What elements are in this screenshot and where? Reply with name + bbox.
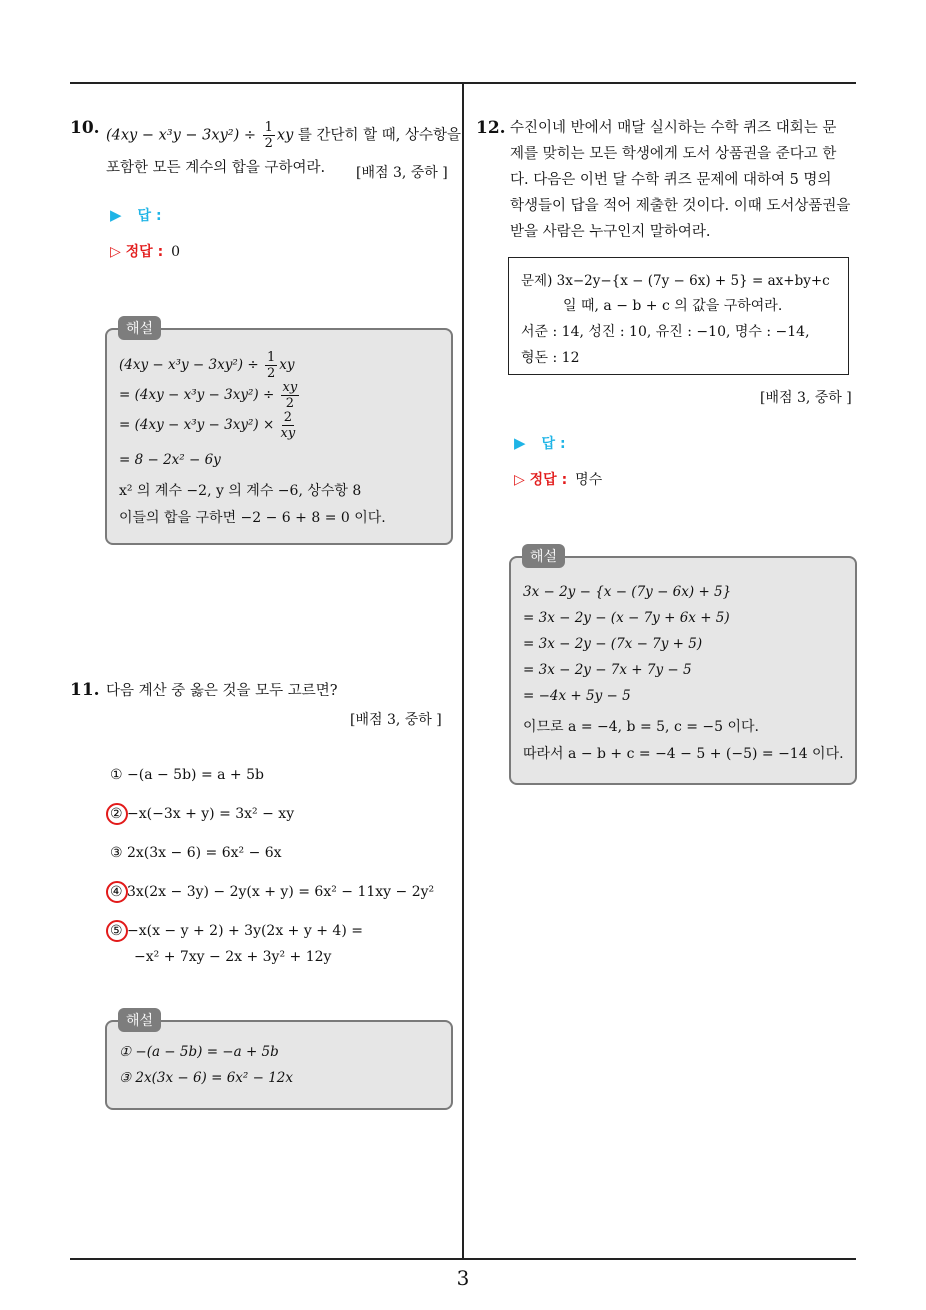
q12-line: 학생들이 답을 적어 제출한 것이다. 이때 도서상품권을 xyxy=(510,198,851,214)
q12-solution-value: 명수 xyxy=(575,472,603,488)
q10-fraction: $\frac{1}{2}$ xyxy=(264,120,273,151)
q11-option-1[interactable]: ① −(a − 5b) = a + 5b xyxy=(110,767,264,783)
q10-explanation-box xyxy=(105,328,453,545)
q10-question: (4xy − x³y − 3xy²) ÷ $\frac{1}{2}$ xy 를 간단히 할 때, 상수항을 포함한 모든 계수의 합을 구하여라. xyxy=(106,120,461,176)
column-divider xyxy=(462,83,464,1259)
q11-option-5[interactable]: ⑤ −x(x − y + 2) + 3y(2x + y + 4) = xyxy=(110,923,363,939)
explain-line: 따라서 a − b + c = −4 − 5 + (−5) = −14 이다. xyxy=(523,746,844,762)
explain-line: = 3x − 2y − 7x + 7y − 5 xyxy=(523,662,692,678)
explain-line: 이므로 a = −4, b = 5, c = −5 이다. xyxy=(523,719,759,735)
page-number: 3 xyxy=(456,1266,470,1290)
q11-option-5-cont: −x² + 7xy − 2x + 3y² + 12y xyxy=(134,949,332,965)
q12-problem-box xyxy=(508,257,849,375)
q10-text-1: 를 간단히 할 때, 상수항을 xyxy=(293,127,461,144)
q12-line: 받을 사람은 누구인지 말하여라. xyxy=(510,224,711,240)
explain-line: = 3x − 2y − (x − 7y + 6x + 5) xyxy=(523,610,730,626)
q10-score: [배점 3, 중하 ] xyxy=(356,165,448,181)
q11-question: 다음 계산 중 옳은 것을 모두 고르면? xyxy=(106,683,338,699)
q10-explain-tag: 해설 xyxy=(118,316,161,340)
q12-number: 12. xyxy=(476,118,506,138)
explain-line: = −4x + 5y − 5 xyxy=(523,688,631,704)
q12-solution: ▷ 정답 : 명수 xyxy=(514,472,603,488)
q12-explain-tag: 해설 xyxy=(522,544,565,568)
q10-answer-label[interactable]: ▶ 답 : xyxy=(110,206,162,224)
explain-line: = 3x − 2y − (7x − 7y + 5) xyxy=(523,636,703,652)
q12-answer-label[interactable]: ▶ 답 : xyxy=(514,434,566,452)
q10-solution-value: 0 xyxy=(171,244,181,260)
q11-explain-tag: 해설 xyxy=(118,1008,161,1032)
outline-triangle-icon: ▷ xyxy=(514,472,530,488)
explain-line: 이들의 합을 구하면 −2 − 6 + 8 = 0 이다. xyxy=(119,510,386,526)
q12-box-line: 형돈 : 12 xyxy=(521,350,580,366)
q10-solution: ▷ 정답 : 0 xyxy=(110,244,181,260)
explain-line: x² 의 계수 −2, y 의 계수 −6, 상수항 8 xyxy=(119,483,362,499)
play-icon: ▶ xyxy=(514,434,526,452)
q11-score: [배점 3, 중하 ] xyxy=(350,712,442,728)
explain-line: ③ 2x(3x − 6) = 6x² − 12x xyxy=(119,1070,294,1086)
q11-option-2[interactable]: ② −x(−3x + y) = 3x² − xy xyxy=(110,806,295,822)
outline-triangle-icon: ▷ xyxy=(110,244,126,260)
explain-line: 3x − 2y − {x − (7y − 6x) + 5} xyxy=(523,584,732,600)
q12-box-line: 문제) 3x−2y−{x − (7y − 6x) + 5} = ax+by+c xyxy=(521,273,830,289)
q11-number: 11. xyxy=(70,680,100,700)
q10-expr: (4xy − x³y − 3xy²) ÷ xyxy=(106,127,256,144)
q11-option-4[interactable]: ④ 3x(2x − 3y) − 2y(x + y) = 6x² − 11xy − 2y² xyxy=(110,884,435,900)
selected-circle-icon xyxy=(106,803,128,825)
explain-line: = 8 − 2x² − 6y xyxy=(119,452,221,468)
explain-line: ① −(a − 5b) = −a + 5b xyxy=(119,1044,279,1060)
q12-score: [배점 3, 중하 ] xyxy=(760,390,852,406)
explain-line: = (4xy − x³y − 3xy²) ÷ $\frac{xy}{2}$ xyxy=(119,380,298,411)
q12-explanation-box xyxy=(509,556,857,785)
q12-box-line: 일 때, a − b + c 의 값을 구하여라. xyxy=(563,298,783,314)
q10-text-2: 포함한 모든 계수의 합을 구하여라. xyxy=(106,160,326,176)
explain-line: (4xy − x³y − 3xy²) ÷ $\frac{1}{2}$ xy xyxy=(119,350,295,381)
q12-line: 다. 다음은 이번 달 수학 퀴즈 문제에 대하여 5 명의 xyxy=(510,172,832,188)
q11-explanation-box xyxy=(105,1020,453,1110)
play-icon: ▶ xyxy=(110,206,122,224)
explain-line: = (4xy − x³y − 3xy²) × $\frac{2}{xy}$ xyxy=(119,410,296,441)
q12-line: 제를 맞히는 모든 학생에게 도서 상품권을 준다고 한 xyxy=(510,146,837,162)
q12-box-line: 서준 : 14, 성진 : 10, 유진 : −10, 명수 : −14, xyxy=(521,324,810,340)
q10-number: 10. xyxy=(70,118,100,138)
footer-rule xyxy=(70,1258,856,1260)
selected-circle-icon xyxy=(106,920,128,942)
q11-option-3[interactable]: ③ 2x(3x − 6) = 6x² − 6x xyxy=(110,845,282,861)
q12-question xyxy=(510,115,856,245)
selected-circle-icon xyxy=(106,881,128,903)
q12-line: 수진이네 반에서 매달 실시하는 수학 퀴즈 대회는 문 xyxy=(510,120,837,136)
